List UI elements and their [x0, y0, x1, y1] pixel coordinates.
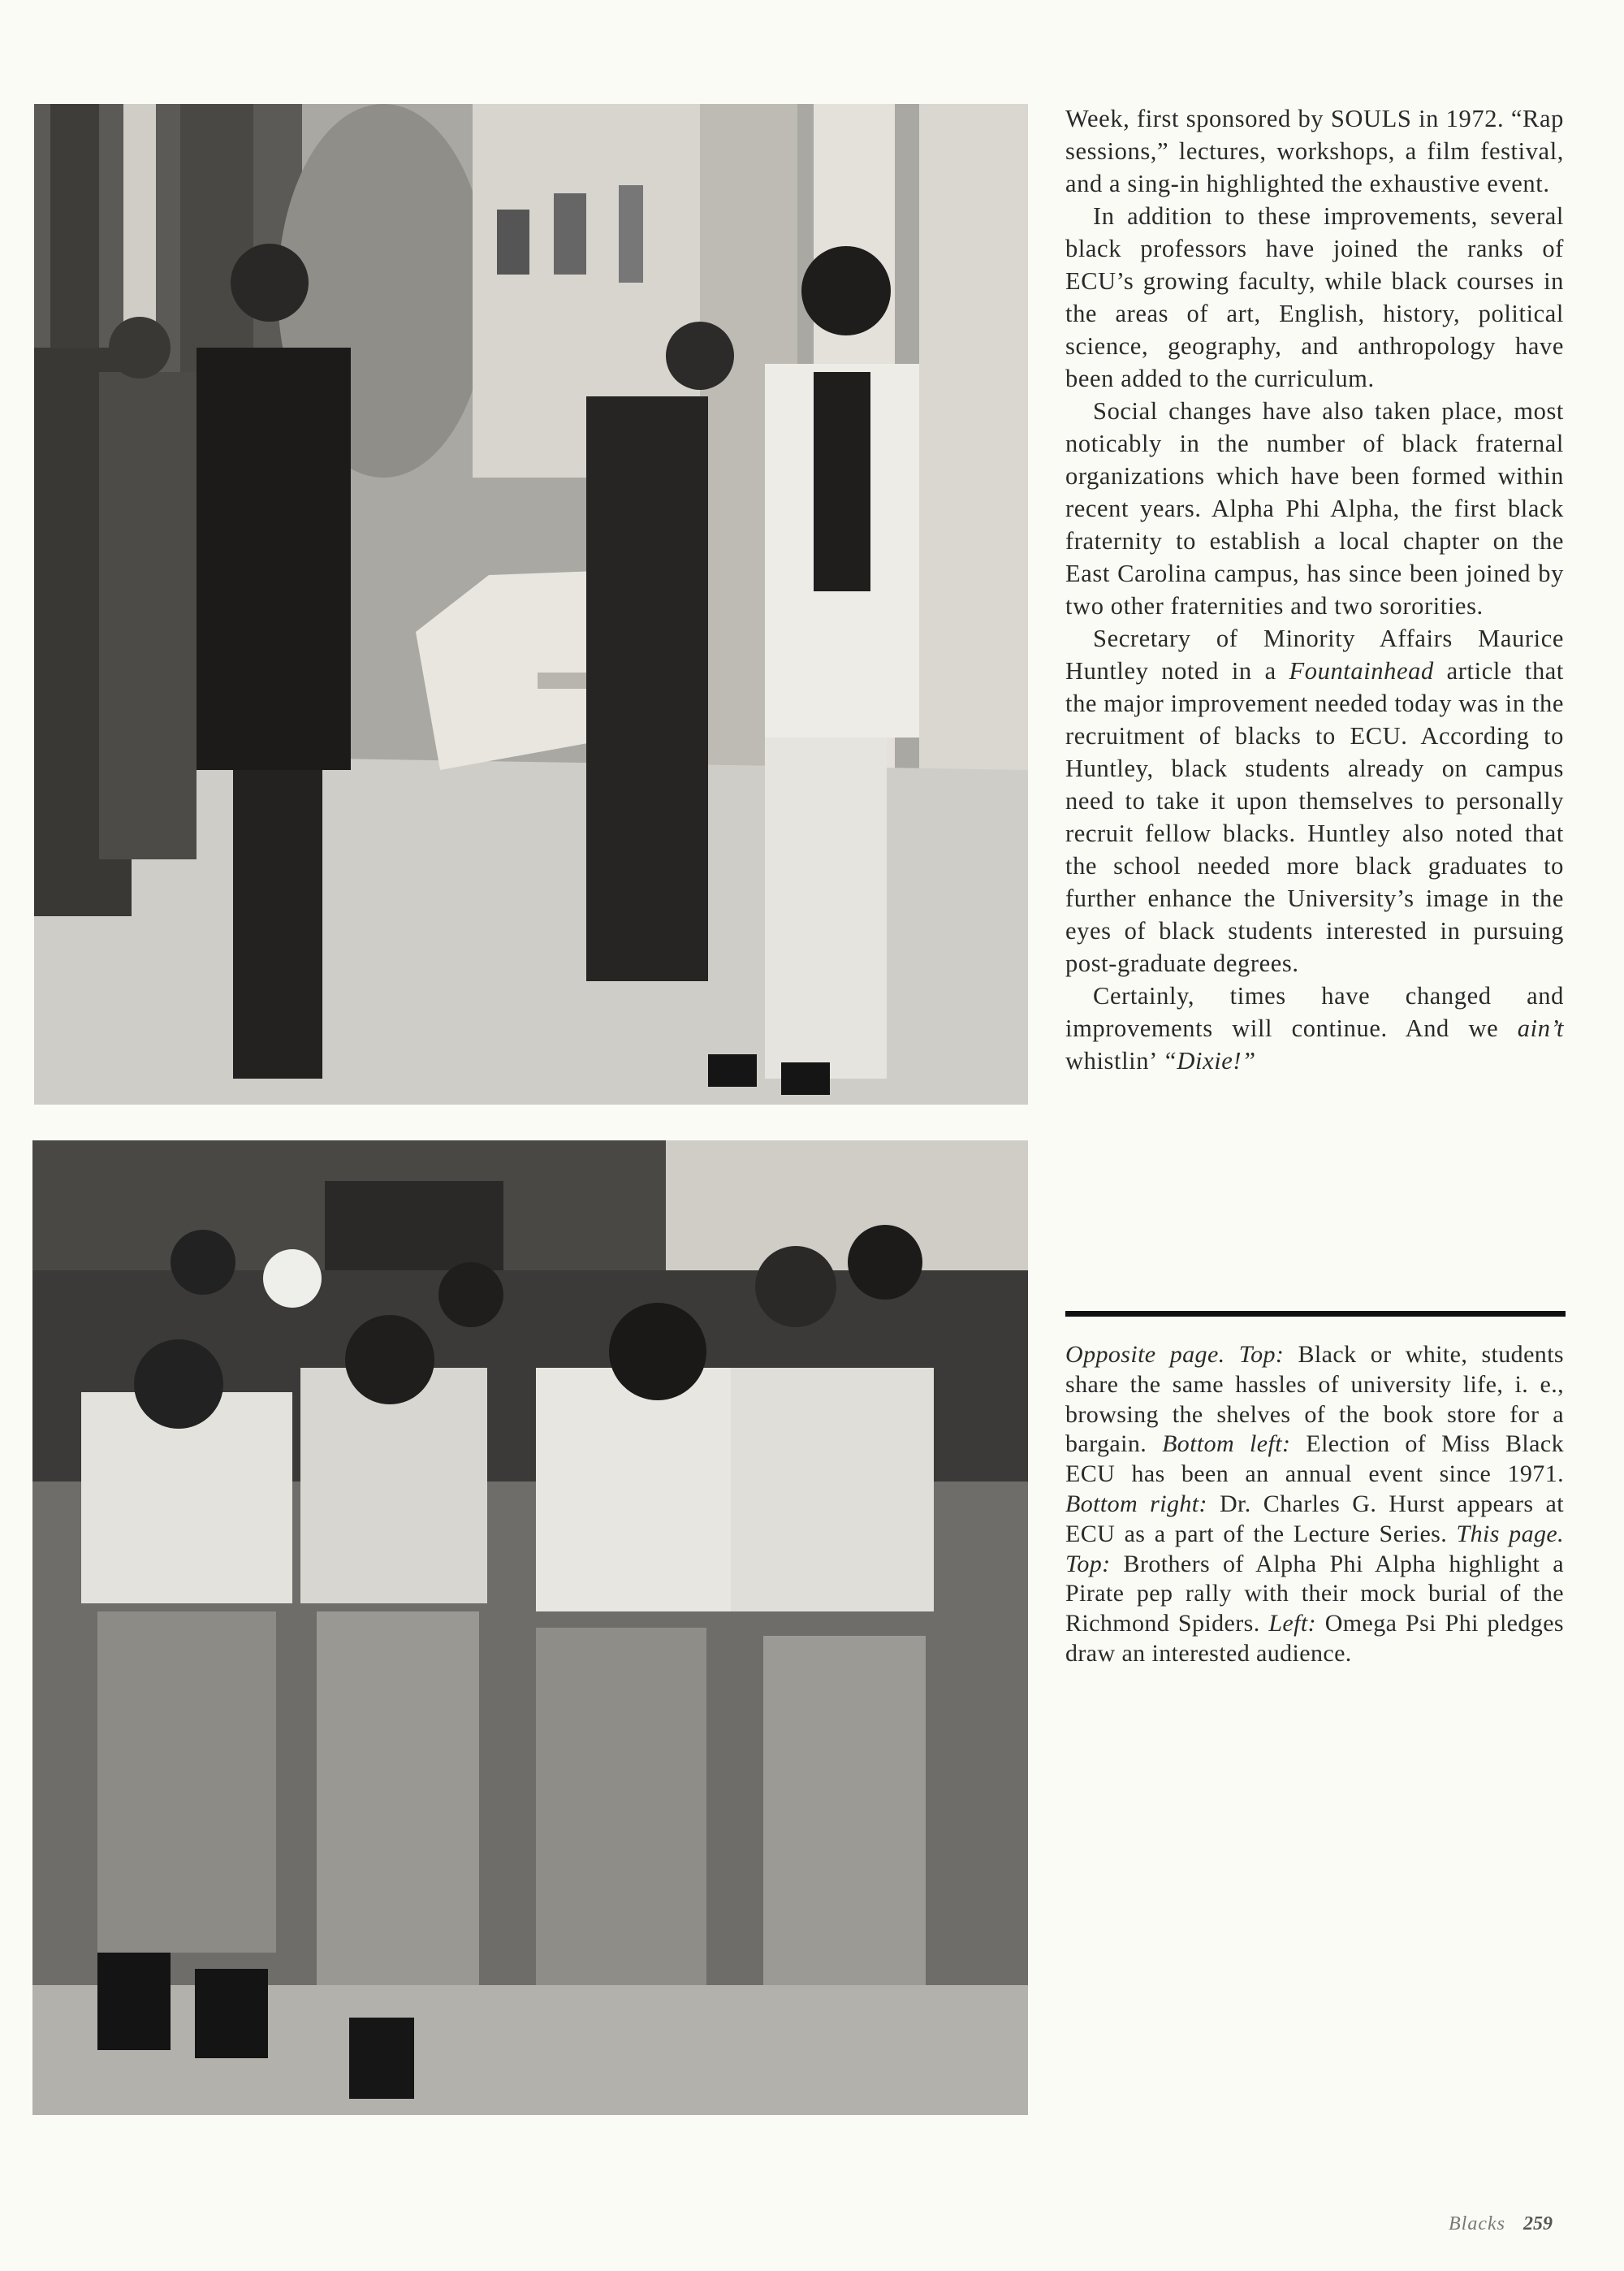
caption-label: Opposite page. Top: — [1065, 1341, 1285, 1368]
caption-label: Left: — [1268, 1610, 1316, 1637]
body-paragraph — [1065, 980, 1564, 1077]
photo-pledges-image — [32, 1140, 1028, 2115]
section-name: Blacks — [1449, 2213, 1505, 2234]
dixie-word: “Dixie!” — [1162, 1047, 1256, 1075]
body-paragraph: Social changes have also taken place, most noticably in the number of black fraternal organizations which have been formed within recent years. Alpha Phi Alpha, the first black fraternity to establish a local chapter on the East Carolina campus, has since been joined by two other fraternities and two sororities. — [1065, 397, 1564, 620]
caption-bottom-left: Election of Miss Black ECU has been an annual event since 1971. — [1065, 1430, 1564, 1488]
photo-pallbearers — [34, 104, 1028, 1105]
para5-middle: whistlin’ — [1065, 1047, 1163, 1075]
page-folio — [1449, 2213, 1553, 2235]
caption-left: Omega Psi Phi pledges draw an interested audience. — [1065, 1610, 1564, 1667]
photo-pallbearers-image — [34, 104, 1028, 1105]
article-body — [1065, 102, 1564, 1077]
aint-word: ain’t — [1517, 1014, 1564, 1042]
para4-before: Secretary of Minority Affairs Maurice Huntley noted in a — [1065, 625, 1564, 685]
page-number: 259 — [1523, 2213, 1553, 2234]
caption-text — [1065, 1340, 1564, 1669]
body-paragraph: Week, first sponsored by SOULS in 1972. “Rap sessions,” lectures, workshops, a film festival, and a sing-in highlighted the exhaustive event. — [1065, 105, 1564, 197]
photo-caption — [1065, 1340, 1564, 1669]
body-paragraph: In addition to these improvements, several black professors have joined the ranks of ECU’s growing faculty, while black courses in the areas of art, English, history, political science, geography, and anthropology have been added to the curriculum. — [1065, 202, 1564, 392]
para4-after: article that the major improvement needed today was in the recruitment of blacks to ECU. According to Huntley, black students already on campus need to take it upon themselves to personally recruit fellow blacks. Huntley also noted that the school needed more black graduates to further enhance the University’s image in the eyes of black students interested in pursuing post-graduate degrees. — [1065, 657, 1565, 977]
publication-name: Fountainhead — [1289, 657, 1434, 685]
photo-pledges — [32, 1140, 1028, 2115]
caption-opposite-top: Black or white, students share the same hassles of university life, i. e., browsing the shelves of the book store for a bargain. — [1065, 1341, 1564, 1458]
caption-label: Bottom right: — [1065, 1490, 1207, 1517]
caption-label: Bottom left: — [1162, 1430, 1291, 1458]
caption-label: This page. Top: — [1065, 1520, 1564, 1577]
caption-bottom-right: Dr. Charles G. Hurst appears at ECU as a part of the Lecture Series. — [1065, 1490, 1564, 1547]
caption-this-page-top: Brothers of Alpha Phi Alpha highlight a Pirate pep rally with their mock burial of the Richmond Spiders. — [1065, 1550, 1564, 1637]
caption-divider — [1065, 1311, 1566, 1317]
para5-before: Certainly, times have changed and improvements will continue. And we — [1065, 982, 1564, 1042]
body-paragraph — [1065, 622, 1564, 980]
